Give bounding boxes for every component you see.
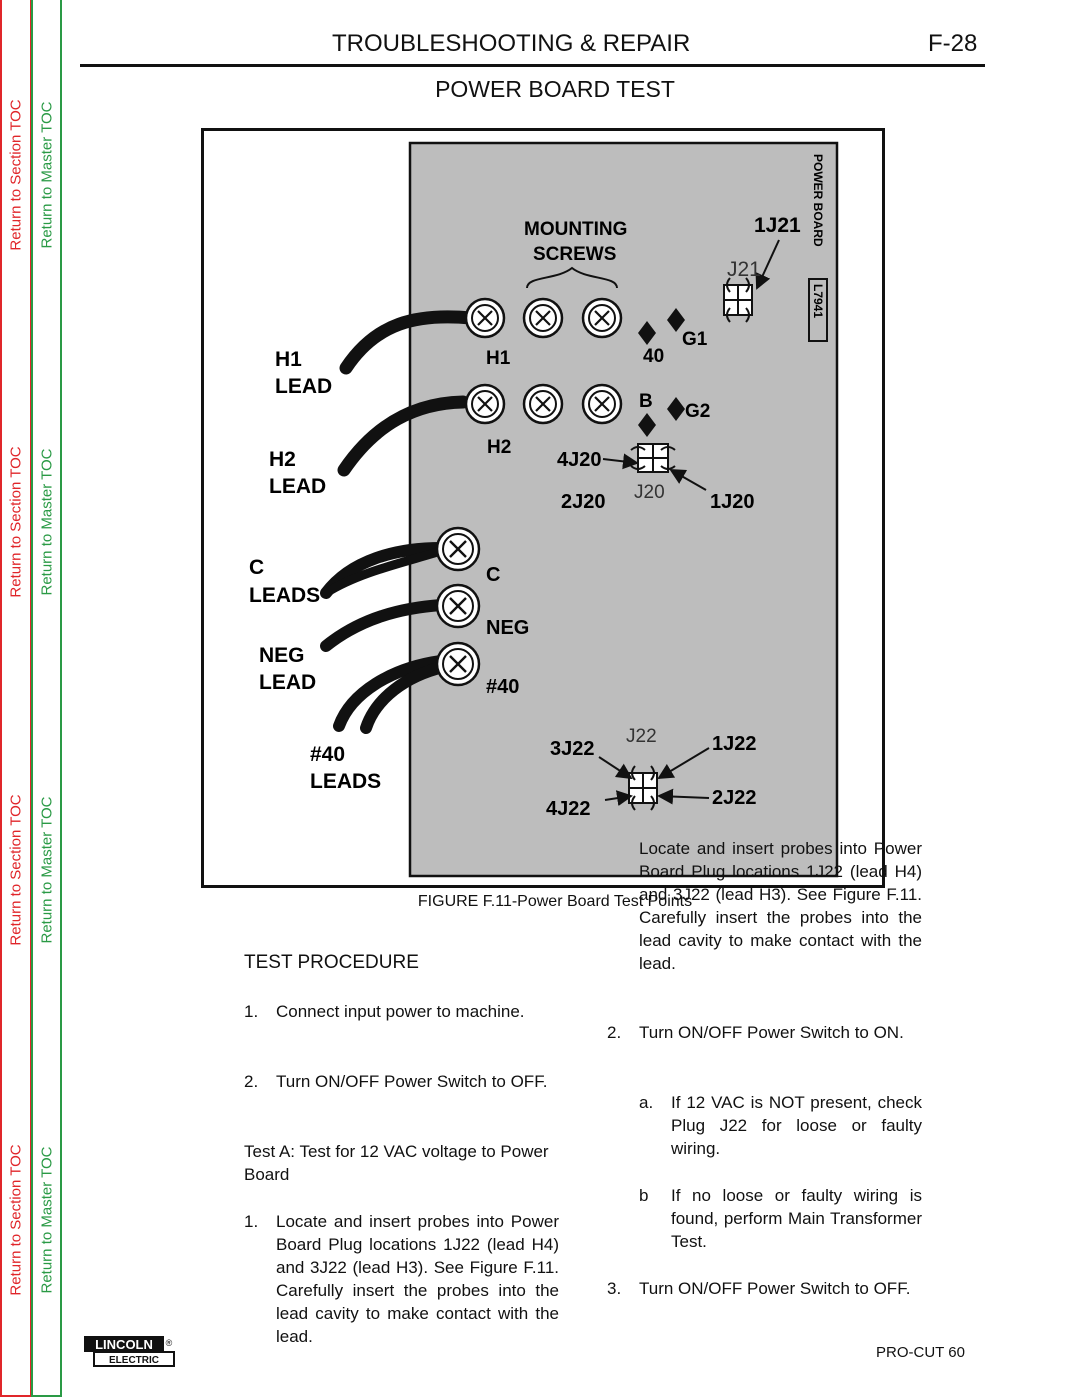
label-1j21: 1J21 [754,214,801,237]
h2-lead-label: H2 [269,448,296,471]
label-neg-terminal: NEG [486,617,530,639]
return-section-toc-link[interactable]: Return to Section TOC [7,446,25,598]
h1-lead-label: LEAD [275,375,333,398]
h2-lead-label: LEAD [269,475,327,498]
label-1j20: 1J20 [710,491,755,513]
section-toc-tab [0,0,32,1397]
plug-j21 [724,278,752,322]
label-n40-terminal: #40 [486,676,520,698]
n40-leads-label: LEADS [310,770,382,793]
return-section-toc-link[interactable]: Return to Section TOC [7,794,25,946]
label-h1-terminal: H1 [486,348,511,369]
n40-terminal [437,643,479,685]
mounting-screw [524,385,562,423]
test-a-step-2-text: Turn ON/OFF Power Switch to ON. [639,1023,904,1042]
label-g1: G1 [682,329,708,350]
label-40: 40 [643,346,665,367]
label-3j22: 3J22 [550,738,595,760]
neg-lead-label: NEG [259,644,305,667]
c-leads-label: LEADS [249,584,321,607]
label-1j22: 1J22 [712,733,757,755]
mounting-screw [524,299,562,337]
label-j20: J20 [634,482,665,503]
c-terminal [437,528,479,570]
h2-terminal [466,385,504,423]
h1-terminal [466,299,504,337]
step-1-text: Connect input power to machine. [276,1002,525,1021]
step-number: 3. [607,1279,622,1298]
logo-top-text: LINCOLN [95,1337,153,1352]
sub-step-b-text: If no loose or faulty wiring is found, perform Main Transformer Test. [671,1186,922,1251]
step-number: 2. [607,1023,622,1042]
label-2j20: 2J20 [561,491,606,513]
logo-bottom-text: ELECTRIC [109,1355,159,1366]
step-number: 1. [244,1002,259,1021]
return-section-toc-link[interactable]: Return to Section TOC [7,1144,25,1296]
plug-j22 [629,766,657,810]
neg-terminal [437,585,479,627]
label-h2-terminal: H2 [487,437,512,458]
label-g2: G2 [685,401,711,422]
test-a-step-3-text: Turn ON/OFF Power Switch to OFF. [639,1279,911,1298]
label-j22: J22 [626,726,657,747]
label-b: B [639,391,653,412]
n40-leads-label: #40 [310,743,346,766]
test-a-step-1-text-overflow: Locate and insert probes into Power Board Plug locations 1J22 (lead H4) and 3J22 (lead H3). See Figure F.11. Carefully insert the probes into the lead cavity to make contact with the lead. [639,839,922,973]
c-leads-label: C [249,556,265,579]
footer-model: PRO-CUT 60 [876,1344,965,1361]
sub-step-a-text: If 12 VAC is NOT present, check Plug J22 for loose or faulty wiring. [671,1093,922,1158]
master-toc-tab [31,0,62,1397]
return-master-toc-link[interactable]: Return to Master TOC [38,1146,55,1294]
label-4j22: 4J22 [546,798,591,820]
page-number: F-28 [928,30,978,57]
logo-registered-mark: ® [165,1338,173,1348]
board-part-number: L7941 [811,284,825,319]
board-label: POWER BOARD [811,154,825,247]
plug-j20 [631,444,675,472]
page-header-title: TROUBLESHOOTING & REPAIR [332,30,691,57]
return-master-toc-link[interactable]: Return to Master TOC [38,448,55,596]
mounting-screw [583,385,621,423]
h1-lead-label: H1 [275,348,302,371]
mounting-screw [583,299,621,337]
power-board-diagram [201,128,885,888]
return-section-toc-link[interactable]: Return to Section TOC [7,99,25,251]
return-master-toc-link[interactable]: Return to Master TOC [38,796,55,944]
test-a-step-1-text: Locate and insert probes into Power Board Plug locations 1J22 (lead H4) and 3J22 (lead H3). See Figure F.11. Carefully insert the probes into the lead cavity to make contact with the lead. [276,1212,559,1346]
label-4j20: 4J20 [557,449,602,471]
step-2-text: Turn ON/OFF Power Switch to OFF. [276,1072,548,1091]
step-number: 2. [244,1072,259,1091]
label-j21: J21 [727,258,761,281]
header-rule [80,64,985,67]
test-a-heading: Test A: Test for 12 VAC voltage to Power Board [244,1142,549,1184]
sub-step-label: a. [639,1093,654,1112]
procedure-heading: TEST PROCEDURE [244,952,419,973]
lincoln-electric-logo [83,1335,176,1367]
return-master-toc-link[interactable]: Return to Master TOC [38,101,55,249]
board-label-group [811,154,825,318]
test-a-step-1-continued [639,839,922,998]
figure-caption: FIGURE F.11-Power Board Test Points [417,893,693,910]
neg-lead-label: LEAD [259,671,317,694]
mounting-label: MOUNTING [524,219,628,240]
label-c-terminal: C [486,564,501,586]
label-2j22: 2J22 [712,787,757,809]
sub-step-label: b [639,1186,649,1205]
section-title: POWER BOARD TEST [435,76,675,102]
step-number: 1. [244,1212,259,1231]
screws-label: SCREWS [533,244,617,265]
